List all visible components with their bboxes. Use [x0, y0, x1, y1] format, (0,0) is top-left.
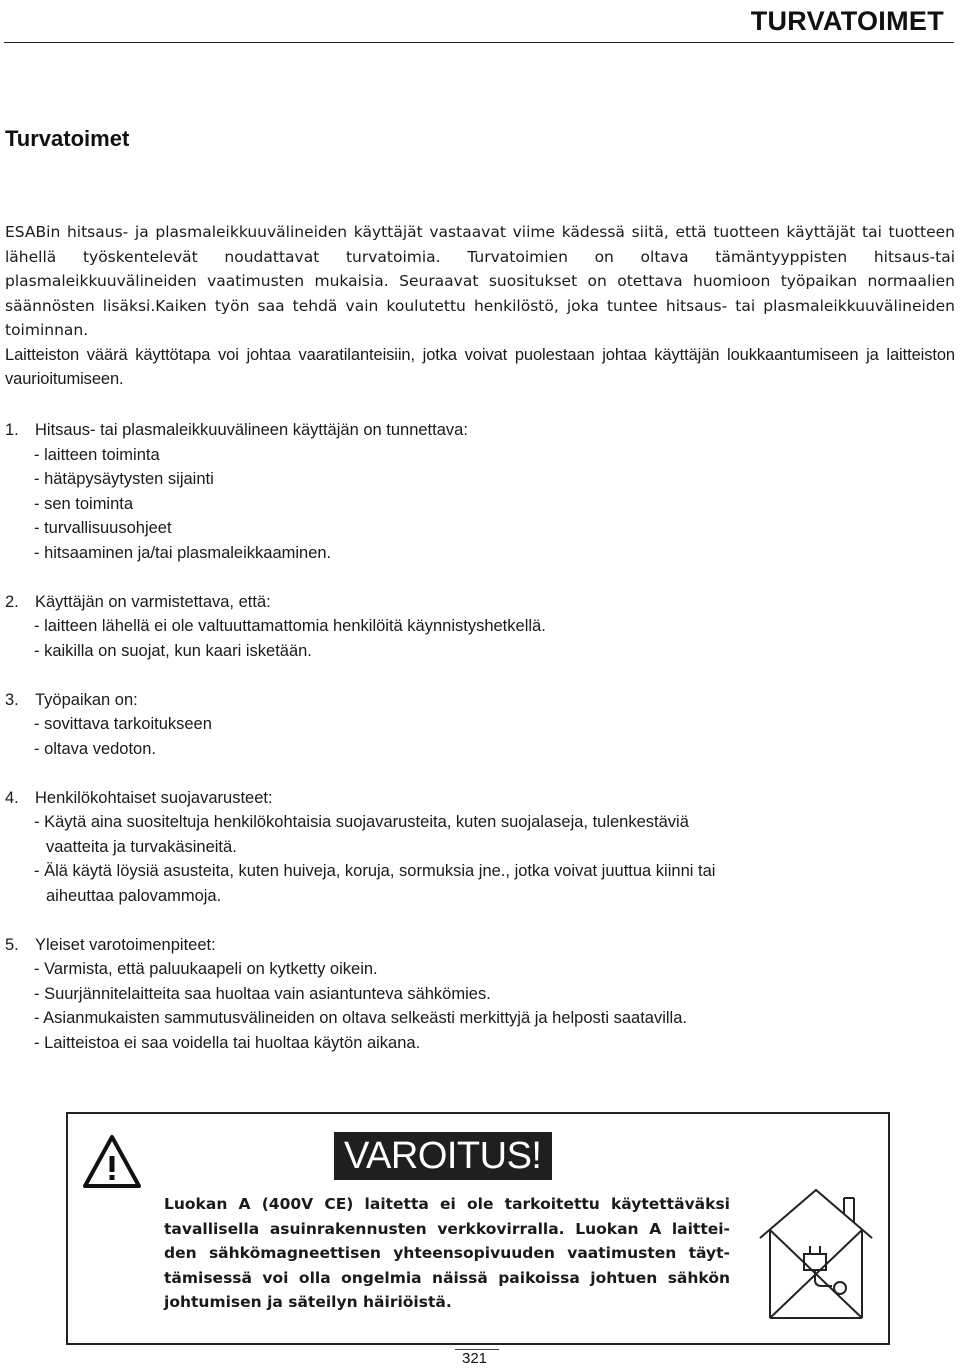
section-number: 3.: [5, 690, 19, 709]
section-number: 1.: [5, 421, 19, 439]
list-item: [5, 737, 945, 762]
list-item-text: - turvallisuusohjeet: [34, 519, 172, 537]
list-item-text: - hitsaaminen ja/tai plasmaleikkaaminen.: [34, 543, 332, 562]
list-item-continuation: vaatteita ja turvakäsineitä.: [46, 837, 237, 856]
page-title: Turvatoimet: [5, 126, 130, 151]
section-title: [5, 933, 945, 958]
page-header-title: TURVATOIMET: [750, 6, 944, 36]
list-item: [5, 1006, 945, 1031]
safety-section: [5, 590, 945, 664]
list-item-text: - Käytä aina suositeltuja henkilökohtaisia suojavarusteita, kuten suojalaseja, tulenkestäviä: [34, 813, 689, 831]
list-item-text: - hätäpysäytysten sijainti: [34, 470, 214, 488]
warning-label: VAROITUS!: [334, 1132, 552, 1180]
safety-section: [5, 933, 945, 1056]
section-title: [5, 688, 945, 713]
safety-section: [5, 688, 945, 762]
list-item-text: - sovittava tarkoitukseen: [34, 715, 212, 733]
list-item: [5, 614, 945, 639]
list-item: [5, 541, 945, 566]
section-heading: Yleiset varotoimenpiteet:: [35, 935, 216, 954]
list-item-text: - oltava vedoton.: [34, 739, 156, 758]
list-item: [5, 957, 945, 982]
list-item: [5, 859, 945, 908]
list-item-text: - Suurjännitelaitteita saa huoltaa vain asiantunteva sähkömies.: [34, 984, 491, 1003]
warning-box: [66, 1112, 890, 1345]
list-item-text: - kaikilla on suojat, kun kaari isketään.: [34, 641, 312, 660]
section-title: [5, 786, 945, 811]
section-heading: Työpaikan on:: [35, 690, 138, 709]
page-number: 321: [462, 1350, 488, 1367]
list-item: [5, 516, 945, 541]
safety-section: [5, 786, 945, 909]
list-item-text: - Älä käytä löysiä asusteita, kuten huiveja, koruja, sormuksia jne., jotka voivat juuttua kiinni tai: [34, 862, 716, 880]
list-item-text: - laitteen lähellä ei ole valtuuttamattomia henkilöitä käynnistyshetkellä.: [34, 617, 546, 635]
list-item: [5, 1031, 945, 1056]
section-number: 4.: [5, 788, 19, 807]
list-item: [5, 810, 945, 859]
intro-text: [5, 220, 955, 392]
safety-sections: [5, 418, 945, 1080]
intro-paragraph-warning: Laitteiston väärä käyttötapa voi johtaa vaaratilanteisiin, jotka voivat puolestaan johtaa käyttäjän loukkaantumiseen ja laitteiston vaurioitumiseen.: [5, 345, 955, 388]
section-heading: Käyttäjän on varmistettava, että:: [35, 592, 271, 611]
list-item: [5, 467, 945, 492]
list-item-text: - Asianmukaisten sammutusvälineiden on oltava selkeästi merkittyjä ja helposti saatavilla.: [34, 1009, 687, 1027]
section-title: [5, 418, 945, 443]
list-item: [5, 982, 945, 1007]
list-item: [5, 443, 945, 468]
no-household-mains-icon: [752, 1176, 880, 1326]
list-item-text: - sen toiminta: [34, 494, 134, 513]
list-item-continuation: aiheuttaa palovammoja.: [46, 886, 222, 905]
safety-section: [5, 418, 945, 565]
intro-paragraph: ESABin hitsaus- ja plasmaleikkuuvälineiden käyttäjät vastaavat viime kädessä siitä, että tuotteen käyttäjät tai tuotteen lähellä työskentelevät noudattavat turvatoimia. Turvatoimien on oltava tämäntyyppisten hitsaus-tai plasmaleikkuuvälineiden vaatimusten mukaisia. Seuraavat suositukset on otettava huomioon työpaikan normaalien säännösten lisäksi.Kaiken työn saa tehdä vain koulutettu henkilöstö, joka tuntee hitsaus- tai plasmaleikkuuvälineiden toiminnan.: [5, 223, 955, 339]
section-heading: Hitsaus- tai plasmaleikkuuvälineen käyttäjän on tunnettava:: [35, 421, 468, 439]
list-item-text: - Varmista, että paluukaapeli on kytketty oikein.: [34, 960, 378, 978]
section-heading: Henkilökohtaiset suojavarusteet:: [35, 788, 273, 807]
header-divider: [4, 42, 954, 43]
list-item: [5, 712, 945, 737]
warning-triangle-icon: [82, 1134, 142, 1190]
list-item: [5, 639, 945, 664]
list-item-text: - laitteen toiminta: [34, 445, 160, 464]
section-title: [5, 590, 945, 615]
section-number: 2.: [5, 592, 19, 611]
list-item-text: - Laitteistoa ei saa voidella tai huoltaa käytön aikana.: [34, 1033, 421, 1052]
section-number: 5.: [5, 935, 19, 954]
warning-text: Luokan A (400V CE) laitetta ei ole tarkoitettu käytettäväksi tavallisella asuinrakennusten verkkovirralla. Luokan A laittei-den sähkömagneettisen yhteensopivuuden vaatimusten täyt-tämisessä voi olla ongelmia näissä paikoissa johtuen sähkön johtumisen ja säteilyn häiriöistä.: [164, 1195, 730, 1311]
list-item: [5, 492, 945, 517]
